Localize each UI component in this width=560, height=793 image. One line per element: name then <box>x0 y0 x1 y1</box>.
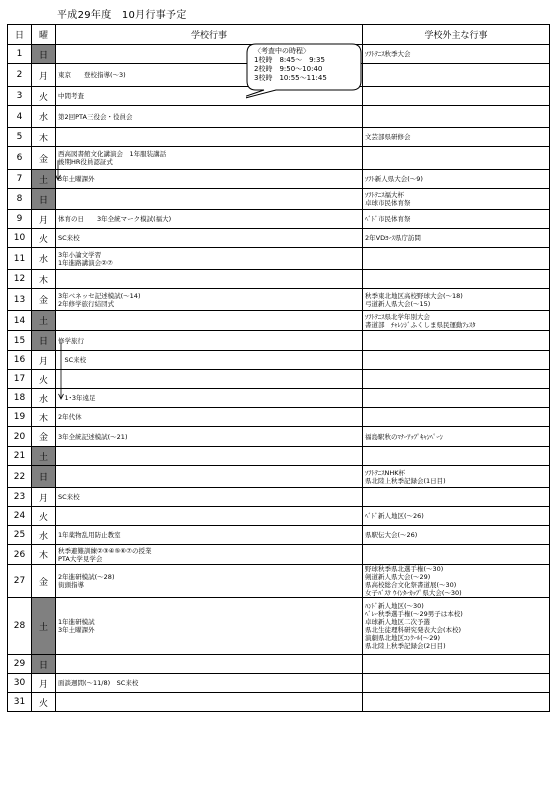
table-row <box>8 545 550 565</box>
outside-events-cell <box>363 674 550 693</box>
outside-events-cell <box>363 128 550 147</box>
school-events-cell <box>56 466 363 488</box>
outside-events-cell <box>363 545 550 565</box>
outside-event: 演劇県北地区ｺﾝｸｰﾙ(～29) <box>365 634 441 642</box>
school-event: 面談週間(～11/8) SC来校 <box>58 679 139 687</box>
header-outside-events: 学校外主な行事 <box>363 25 550 45</box>
day-of-week: 日 <box>32 45 56 64</box>
table-header-row <box>8 25 550 45</box>
outside-events-cell <box>363 311 550 331</box>
table-row <box>8 289 550 311</box>
outside-event: ｿﾌﾄﾃﾆｽ県北学年別大会 <box>365 312 430 321</box>
outside-events-cell <box>363 447 550 466</box>
day-of-week: 火 <box>32 87 56 106</box>
outside-event: 県高校総合文化祭書道展(～30) <box>365 581 457 589</box>
school-events-cell <box>56 147 363 170</box>
school-events-cell <box>56 693 363 712</box>
school-events-cell <box>56 106 363 128</box>
school-events-cell <box>56 229 363 248</box>
outside-event: 県北陸上秋季記録会(1日目) <box>365 476 446 485</box>
outside-events-cell <box>363 370 550 389</box>
outside-event: 福島駅秋のﾏﾅｰｱｯﾌﾟｷｬﾝﾍﾟｰﾝ <box>365 432 443 441</box>
school-event: 1年進路講演会②⑦ <box>58 258 113 267</box>
schedule-table <box>7 24 550 712</box>
day-number: 11 <box>8 248 32 270</box>
outside-events-cell <box>363 427 550 447</box>
school-event: 体育の日 3年全統マーク模試(福大) <box>58 215 172 223</box>
outside-events-cell <box>363 147 550 170</box>
outside-event: 女子ﾊﾞｽｹ ｳｲﾝﾀｰｶｯﾌﾟ県大会(～30) <box>365 589 462 597</box>
school-event: 中間考査 <box>58 92 84 100</box>
outside-events-cell <box>363 270 550 289</box>
outside-event: 書道部 ﾁｬﾚﾝｼﾞふくしま県民運動ﾌｪｽﾀ <box>365 320 476 329</box>
school-event: 3年ベネッセ記述模試(～14) <box>58 291 141 300</box>
day-of-week: 火 <box>32 507 56 526</box>
school-event: SC来校 <box>58 493 80 501</box>
school-event: 街頭指導 <box>58 581 84 589</box>
day-of-week: 月 <box>32 64 56 87</box>
day-of-week: 金 <box>32 427 56 447</box>
day-of-week: 木 <box>32 545 56 565</box>
table-row <box>8 389 550 408</box>
day-number: 18 <box>8 389 32 408</box>
school-events-cell <box>56 526 363 545</box>
day-number: 1 <box>8 45 32 64</box>
school-events-cell <box>56 408 363 427</box>
day-of-week: 火 <box>32 370 56 389</box>
day-number: 29 <box>8 655 32 674</box>
day-of-week: 月 <box>32 351 56 370</box>
day-number: 10 <box>8 229 32 248</box>
day-of-week: 水 <box>32 389 56 408</box>
day-number: 25 <box>8 526 32 545</box>
day-number: 6 <box>8 147 32 170</box>
day-of-week: 木 <box>32 408 56 427</box>
day-number: 15 <box>8 331 32 351</box>
outside-event: 文芸部県研修会 <box>365 133 411 141</box>
day-of-week: 金 <box>32 565 56 598</box>
school-events-cell <box>56 598 363 655</box>
school-events-cell <box>56 128 363 147</box>
day-number: 5 <box>8 128 32 147</box>
school-events-cell <box>56 189 363 210</box>
outside-events-cell <box>363 408 550 427</box>
day-number: 21 <box>8 447 32 466</box>
outside-events-cell <box>363 87 550 106</box>
outside-event: 県北生徒理科研究発表大会(本校) <box>365 626 462 634</box>
header-school-events: 学校行事 <box>56 25 363 45</box>
school-event: 2年進研模試(～28) <box>58 573 115 581</box>
school-events-cell <box>56 447 363 466</box>
outside-event: 野球秋季県北選手権(～30) <box>365 565 444 573</box>
day-of-week: 火 <box>32 693 56 712</box>
day-number: 7 <box>8 170 32 189</box>
school-event: 西高図書館文化講演会 1年服装講話 <box>58 150 167 158</box>
day-number: 3 <box>8 87 32 106</box>
table-row <box>8 408 550 427</box>
day-of-week: 月 <box>32 488 56 507</box>
table-row <box>8 565 550 598</box>
table-row <box>8 447 550 466</box>
table-row <box>8 526 550 545</box>
table-row <box>8 189 550 210</box>
school-event: 1年進研模試 <box>58 618 95 626</box>
day-of-week: 水 <box>32 248 56 270</box>
table-row <box>8 598 550 655</box>
day-number: 13 <box>8 289 32 311</box>
table-row <box>8 270 550 289</box>
callout-line: 2校時 9:50～10:40 <box>254 65 323 73</box>
table-row <box>8 466 550 488</box>
day-number: 30 <box>8 674 32 693</box>
day-of-week: 火 <box>32 229 56 248</box>
outside-event: ｿﾌﾄﾃﾆｽNHK杯 <box>365 468 406 477</box>
day-of-week: 土 <box>32 170 56 189</box>
outside-events-cell <box>363 45 550 64</box>
day-of-week: 月 <box>32 210 56 229</box>
table-row <box>8 507 550 526</box>
outside-events-cell <box>363 389 550 408</box>
school-events-cell <box>56 210 363 229</box>
outside-events-cell <box>363 331 550 351</box>
outside-event: 秋季東北地区高校野球大会(～18) <box>365 291 463 300</box>
day-of-week: 金 <box>32 289 56 311</box>
table-row <box>8 210 550 229</box>
outside-events-cell <box>363 488 550 507</box>
day-number: 9 <box>8 210 32 229</box>
day-number: 16 <box>8 351 32 370</box>
school-events-cell <box>56 248 363 270</box>
outside-event: 県北陸上秋季記録会(2日目) <box>365 642 446 650</box>
day-number: 17 <box>8 370 32 389</box>
day-number: 27 <box>8 565 32 598</box>
day-number: 28 <box>8 598 32 655</box>
table-row <box>8 311 550 331</box>
table-row <box>8 128 550 147</box>
day-of-week: 日 <box>32 466 56 488</box>
outside-event: 卓球新人地区二次予選 <box>365 618 430 626</box>
outside-events-cell <box>363 106 550 128</box>
table-row <box>8 351 550 370</box>
table-row <box>8 331 550 351</box>
table-row <box>8 106 550 128</box>
outside-events-cell <box>363 693 550 712</box>
day-of-week: 日 <box>32 189 56 210</box>
day-of-week: 木 <box>32 270 56 289</box>
day-number: 22 <box>8 466 32 488</box>
day-of-week: 水 <box>32 106 56 128</box>
school-event: 3年土曜課外 <box>58 626 95 634</box>
school-events-cell <box>56 545 363 565</box>
school-events-cell <box>56 389 363 408</box>
schedule-body <box>8 45 550 712</box>
day-of-week: 水 <box>32 526 56 545</box>
school-event: 2年代休 <box>58 413 82 421</box>
day-number: 4 <box>8 106 32 128</box>
outside-event: 剣道新人県大会(～29) <box>365 573 431 581</box>
outside-event: ﾍﾞﾚｰ秋季選手権(～29男子は本校) <box>365 610 463 618</box>
school-event: 東京 登校指導(～3) <box>58 71 126 79</box>
day-of-week: 月 <box>32 674 56 693</box>
school-events-cell <box>56 351 363 370</box>
school-events-cell <box>56 565 363 598</box>
table-row <box>8 488 550 507</box>
callout-line: 1校時 8:45～ 9:35 <box>254 56 325 64</box>
outside-events-cell <box>363 655 550 674</box>
outside-events-cell <box>363 64 550 87</box>
day-number: 26 <box>8 545 32 565</box>
table-row <box>8 370 550 389</box>
day-of-week: 土 <box>32 447 56 466</box>
table-row <box>8 693 550 712</box>
table-row <box>8 147 550 170</box>
callout-line: 3校時 10:55～11:45 <box>254 74 327 82</box>
school-events-cell <box>56 674 363 693</box>
page-title: 平成29年度 10月行事予定 <box>57 10 187 21</box>
school-events-cell <box>56 507 363 526</box>
outside-events-cell <box>363 189 550 210</box>
exam-schedule-callout <box>246 43 362 93</box>
outside-event: 2年VDﾖｰｽ県庁訪問 <box>365 234 421 242</box>
outside-event: 卓球市民体育祭 <box>365 199 411 207</box>
school-event: 秋季避難訓練②③④⑤⑥⑦の授業 <box>58 546 152 555</box>
school-events-cell <box>56 289 363 311</box>
day-number: 8 <box>8 189 32 210</box>
school-event: 1･3年遠足 <box>58 394 96 402</box>
outside-event: 県駅伝大会(～26) <box>365 531 418 539</box>
school-events-cell <box>56 331 363 351</box>
outside-events-cell <box>363 507 550 526</box>
outside-events-cell <box>363 598 550 655</box>
day-of-week: 土 <box>32 598 56 655</box>
header-dow: 曜 <box>32 25 56 45</box>
day-number: 23 <box>8 488 32 507</box>
school-event: SC来校 <box>58 356 87 364</box>
school-events-cell <box>56 370 363 389</box>
day-number: 19 <box>8 408 32 427</box>
school-event: 3年土曜課外 <box>58 175 95 183</box>
outside-event: 弓道新人県大会(～15) <box>365 299 431 308</box>
day-of-week: 木 <box>32 128 56 147</box>
school-events-cell <box>56 488 363 507</box>
outside-event: ﾍﾞﾄﾞ新人地区(～26) <box>365 512 424 520</box>
school-event: 修学旅行 <box>58 336 84 345</box>
outside-events-cell <box>363 210 550 229</box>
school-event: 3年小論文学習 <box>58 250 102 259</box>
school-events-cell <box>56 170 363 189</box>
day-number: 31 <box>8 693 32 712</box>
school-event: 3年全統記述模試(～21) <box>58 432 128 441</box>
day-of-week: 日 <box>32 331 56 351</box>
outside-event: ﾍﾞﾄﾞ市民体育祭 <box>365 215 411 223</box>
table-row <box>8 655 550 674</box>
outside-events-cell <box>363 565 550 598</box>
day-of-week: 土 <box>32 311 56 331</box>
callout-line: 〈考査中の時程〉 <box>254 47 310 55</box>
school-event: PTA大学見学会 <box>58 554 103 563</box>
day-number: 12 <box>8 270 32 289</box>
table-row <box>8 674 550 693</box>
day-number: 14 <box>8 311 32 331</box>
day-of-week: 金 <box>32 147 56 170</box>
table-row <box>8 427 550 447</box>
header-day: 日 <box>8 25 32 45</box>
school-event: SC来校 <box>58 234 80 242</box>
outside-events-cell <box>363 466 550 488</box>
outside-event: ﾊﾝﾄﾞ新人地区(～30) <box>365 602 424 610</box>
school-event: 2年修学旅行結団式 <box>58 299 115 308</box>
outside-event: ｿﾌﾄﾃﾆｽ福大杯 <box>365 191 404 199</box>
outside-events-cell <box>363 248 550 270</box>
school-event: 第2回PTA三役会・役員会 <box>58 112 133 121</box>
school-events-cell <box>56 311 363 331</box>
table-row <box>8 170 550 189</box>
outside-events-cell <box>363 526 550 545</box>
day-number: 2 <box>8 64 32 87</box>
outside-event: ｿﾌﾄ新人県大会(～9) <box>365 175 423 183</box>
outside-event: ｿﾌﾄﾃﾆｽ秋季大会 <box>365 50 411 58</box>
day-of-week: 日 <box>32 655 56 674</box>
school-event: 1年薬物乱用防止教室 <box>58 531 121 539</box>
school-events-cell <box>56 270 363 289</box>
table-row <box>8 248 550 270</box>
outside-events-cell <box>363 170 550 189</box>
outside-events-cell <box>363 351 550 370</box>
school-event: 後期HR役員認証式 <box>58 158 113 166</box>
day-number: 24 <box>8 507 32 526</box>
school-events-cell <box>56 427 363 447</box>
outside-events-cell <box>363 289 550 311</box>
table-row <box>8 229 550 248</box>
school-events-cell <box>56 655 363 674</box>
outside-events-cell <box>363 229 550 248</box>
day-number: 20 <box>8 427 32 447</box>
